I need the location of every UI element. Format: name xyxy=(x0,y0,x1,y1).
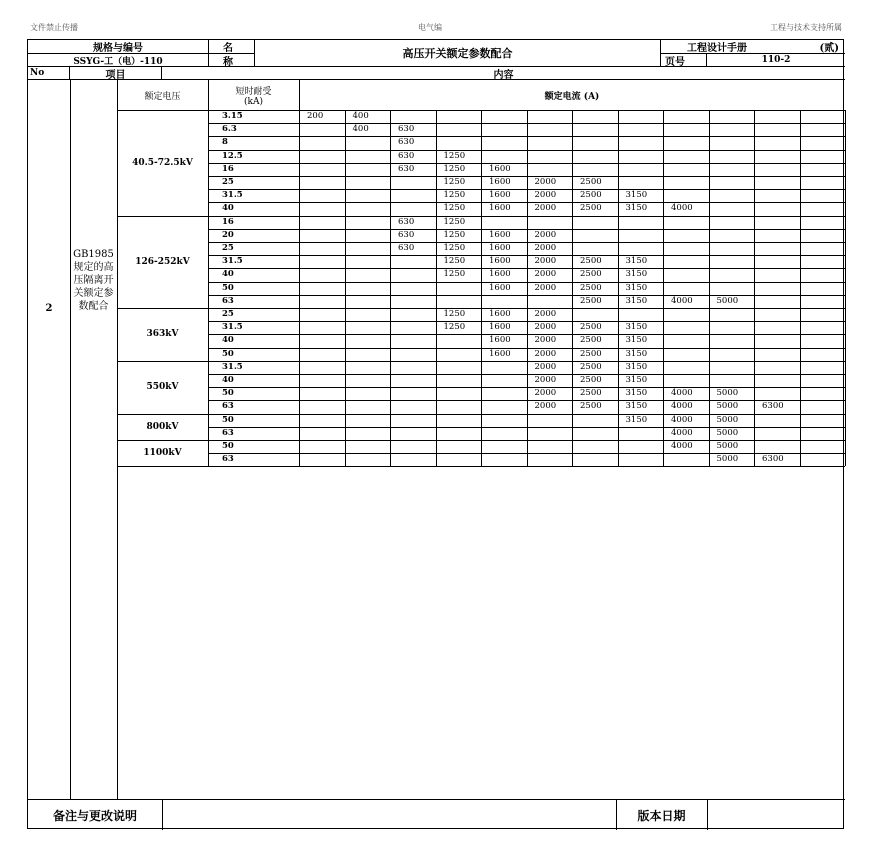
rated-current-value: 3150 xyxy=(625,203,648,214)
voltage-group-label: 1100kV xyxy=(143,448,182,459)
rated-current-value: 630 xyxy=(398,243,415,253)
rated-current-value: 2500 xyxy=(580,401,602,412)
rated-current-value: 4000 xyxy=(671,414,693,425)
rated-current-value: 2500 xyxy=(580,295,602,306)
top-center-note: 电气编 xyxy=(418,23,442,32)
rated-current-value: 1600 xyxy=(489,203,511,214)
short-time-ka: 25 xyxy=(222,309,234,319)
name-label-1: 名 xyxy=(209,40,255,54)
grid-line xyxy=(527,110,528,466)
grid-line xyxy=(572,110,573,466)
rated-current-value: 2500 xyxy=(580,282,602,293)
rated-current-value: 2500 xyxy=(580,322,602,333)
rated-current-value: 3150 xyxy=(625,361,648,372)
rated-current-value: 5000 xyxy=(716,427,739,438)
rated-current-value: 2000 xyxy=(534,243,557,253)
short-time-ka: 40 xyxy=(222,375,234,385)
short-time-ka: 63 xyxy=(222,401,234,412)
rated-current-value: 2500 xyxy=(580,361,602,372)
rated-current-value: 2000 xyxy=(534,203,557,214)
short-time-ka: 3.15 xyxy=(222,111,243,121)
short-time-ka: 40 xyxy=(222,203,234,214)
rated-current-value: 2500 xyxy=(580,256,602,267)
grid-line xyxy=(299,110,300,466)
rated-current-value: 4000 xyxy=(671,388,693,399)
rated-current-value: 3150 xyxy=(625,348,648,359)
rated-current-value: 1250 xyxy=(443,216,466,227)
grid-line xyxy=(208,80,209,110)
rated-current-value: 1600 xyxy=(489,348,511,359)
col-short-time-line: (kA) xyxy=(244,96,263,107)
rated-current-value: 5000 xyxy=(716,401,739,412)
rated-current-value: 630 xyxy=(398,229,415,240)
col-rated-voltage: 额定电压 xyxy=(144,91,181,102)
rated-current-value: 2000 xyxy=(534,256,557,267)
rated-current-value: 1250 xyxy=(443,150,466,161)
spec-label: 规格与编号 xyxy=(28,40,209,54)
rated-current-value: 2000 xyxy=(534,375,557,385)
col-short-time xyxy=(208,80,299,110)
short-time-ka: 40 xyxy=(222,269,234,280)
rated-current-value: 3150 xyxy=(625,375,648,385)
rated-current-value: 1250 xyxy=(443,322,466,333)
rated-current-value: 1600 xyxy=(489,322,511,333)
grid-line xyxy=(709,110,710,466)
version-date-label: 版本日期 xyxy=(637,808,686,823)
rated-current-value: 630 xyxy=(398,163,415,174)
rated-current-value: 1250 xyxy=(443,203,466,214)
col-content: 内容 xyxy=(162,67,845,80)
short-time-ka: 25 xyxy=(222,243,234,253)
grid-line xyxy=(390,110,391,466)
grid-line xyxy=(70,80,71,799)
rated-current-value: 2000 xyxy=(534,335,557,346)
rated-current-value: 2000 xyxy=(534,322,557,333)
document-frame xyxy=(27,39,844,829)
rated-current-value: 1600 xyxy=(489,190,511,201)
grid-line xyxy=(299,80,300,110)
short-time-ka: 40 xyxy=(222,335,234,346)
short-time-ka: 6.3 xyxy=(222,124,237,135)
rated-current-value: 2500 xyxy=(580,388,602,399)
rated-current-value: 2000 xyxy=(534,229,557,240)
rated-current-value: 3150 xyxy=(625,269,648,280)
rated-current-value: 4000 xyxy=(671,441,693,451)
rated-current-value: 5000 xyxy=(716,414,739,425)
rated-current-value: 5000 xyxy=(716,388,739,399)
grid-line xyxy=(845,110,846,466)
grid-line xyxy=(436,110,437,466)
rated-current-value: 2500 xyxy=(580,335,602,346)
rated-current-value: 6300 xyxy=(762,454,784,465)
rated-current-value: 5000 xyxy=(716,454,739,465)
rated-current-value: 2500 xyxy=(580,375,602,385)
col-rated-current: 额定电流 (A) xyxy=(544,91,600,102)
rated-current-value: 3150 xyxy=(625,190,648,201)
grid-line xyxy=(345,110,346,466)
rated-current-value: 2500 xyxy=(580,190,602,201)
voltage-group-label: 126-252kV xyxy=(135,256,190,267)
rated-current-value: 1600 xyxy=(489,335,511,346)
short-time-ka: 63 xyxy=(222,295,234,306)
rated-current-value: 1600 xyxy=(489,229,511,240)
rated-current-value: 2000 xyxy=(534,282,557,293)
short-time-ka: 25 xyxy=(222,177,234,187)
rated-current-value: 5000 xyxy=(716,441,739,451)
short-time-ka: 31.5 xyxy=(222,322,243,333)
short-time-ka: 8 xyxy=(222,137,228,148)
short-time-ka: 50 xyxy=(222,414,234,425)
short-time-ka: 12.5 xyxy=(222,150,243,161)
page-label: 页号 xyxy=(661,54,707,67)
voltage-group-label: 550kV xyxy=(146,382,179,393)
manual-volume: (贰) xyxy=(819,43,839,54)
rated-current-value: 2500 xyxy=(580,203,602,214)
grid-line xyxy=(481,110,482,466)
rated-current-value: 1250 xyxy=(443,243,466,253)
rated-current-value: 1600 xyxy=(489,269,511,280)
rated-current-value: 1250 xyxy=(443,177,466,187)
rated-current-value: 630 xyxy=(398,137,415,148)
rated-current-value: 2000 xyxy=(534,177,557,187)
grid-line xyxy=(208,466,845,467)
rated-current-value: 2500 xyxy=(580,269,602,280)
rated-current-value: 1250 xyxy=(443,229,466,240)
short-time-ka: 16 xyxy=(222,163,234,174)
short-time-ka: 16 xyxy=(222,216,234,227)
short-time-ka: 50 xyxy=(222,282,234,293)
rated-current-value: 3150 xyxy=(625,256,648,267)
voltage-group-label: 800kV xyxy=(146,421,179,432)
top-left-note: 文件禁止传播 xyxy=(30,23,78,32)
rated-current-value: 200 xyxy=(307,111,324,121)
rated-current-value: 4000 xyxy=(671,427,693,438)
rated-current-value: 400 xyxy=(352,124,369,135)
rated-current-value: 3150 xyxy=(625,322,648,333)
grid-line xyxy=(754,110,755,466)
col-short-time-line: 短时耐受 xyxy=(235,86,272,97)
rated-current-value: 2000 xyxy=(534,388,557,399)
page-number: 110-2 xyxy=(707,54,845,67)
rated-current-value: 1250 xyxy=(443,309,466,319)
rated-current-value: 4000 xyxy=(671,295,693,306)
row-number: 2 xyxy=(45,302,53,314)
short-time-ka: 50 xyxy=(222,441,234,451)
rated-current-value: 2000 xyxy=(534,190,557,201)
short-time-ka: 50 xyxy=(222,388,234,399)
rated-current-value: 5000 xyxy=(716,295,739,306)
rated-current-value: 2500 xyxy=(580,177,602,187)
manual-label: 工程设计手册 xyxy=(687,43,747,54)
rated-current-value: 2000 xyxy=(534,309,557,319)
grid-line xyxy=(618,110,619,466)
grid-line xyxy=(800,110,801,466)
rated-current-value: 3150 xyxy=(625,388,648,399)
rated-current-value: 1600 xyxy=(489,163,511,174)
rated-current-value: 2500 xyxy=(580,348,602,359)
rated-current-value: 3150 xyxy=(625,401,648,412)
rated-current-value: 2000 xyxy=(534,269,557,280)
short-time-ka: 63 xyxy=(222,454,234,465)
rated-current-value: 1250 xyxy=(443,163,466,174)
voltage-group-label: 363kV xyxy=(146,329,179,340)
short-time-ka: 31.5 xyxy=(222,190,243,201)
short-time-ka: 20 xyxy=(222,229,234,240)
grid-line xyxy=(208,110,209,466)
voltage-group-label: 40.5-72.5kV xyxy=(132,157,193,168)
col-item: 项目 xyxy=(70,67,162,80)
rated-current-value: 1250 xyxy=(443,256,466,267)
name-label-2: 称 xyxy=(209,54,255,67)
rated-current-value: 2000 xyxy=(534,348,557,359)
rated-current-value: 3150 xyxy=(625,295,648,306)
top-right-note: 工程与技术支持所属 xyxy=(770,23,842,32)
rated-current-value: 630 xyxy=(398,150,415,161)
manual-title xyxy=(661,40,845,54)
rated-current-value: 630 xyxy=(398,216,415,227)
short-time-ka: 50 xyxy=(222,348,234,359)
rated-current-value: 3150 xyxy=(625,282,648,293)
rated-current-value: 3150 xyxy=(625,335,648,346)
rated-current-value: 1600 xyxy=(489,256,511,267)
col-no: No xyxy=(28,67,70,80)
rated-current-value: 1600 xyxy=(489,243,511,253)
rated-current-value: 1600 xyxy=(489,282,511,293)
rated-current-value: 3150 xyxy=(625,414,648,425)
item-description: GB1985规定的高压隔离开关额定参数配合 xyxy=(73,249,114,313)
rated-current-value: 1600 xyxy=(489,309,511,319)
rated-current-value: 1250 xyxy=(443,269,466,280)
short-time-ka: 31.5 xyxy=(222,256,243,267)
short-time-ka: 63 xyxy=(222,427,234,438)
rated-current-value: 1600 xyxy=(489,177,511,187)
rated-current-value: 6300 xyxy=(762,401,784,412)
document-title: 高压开关额定参数配合 xyxy=(255,40,661,67)
rated-current-value: 400 xyxy=(352,111,369,121)
grid-line xyxy=(663,110,664,466)
rated-current-value: 2000 xyxy=(534,401,557,412)
short-time-ka: 31.5 xyxy=(222,361,243,372)
grid-line xyxy=(117,466,208,467)
rated-current-value: 630 xyxy=(398,124,415,135)
notes-label: 备注与更改说明 xyxy=(52,808,137,823)
rated-current-value: 4000 xyxy=(671,401,693,412)
spec-code: SSYG-工（电）-110 xyxy=(28,54,209,67)
rated-current-value: 2000 xyxy=(534,361,557,372)
rated-current-value: 1250 xyxy=(443,190,466,201)
rated-current-value: 4000 xyxy=(671,203,693,214)
